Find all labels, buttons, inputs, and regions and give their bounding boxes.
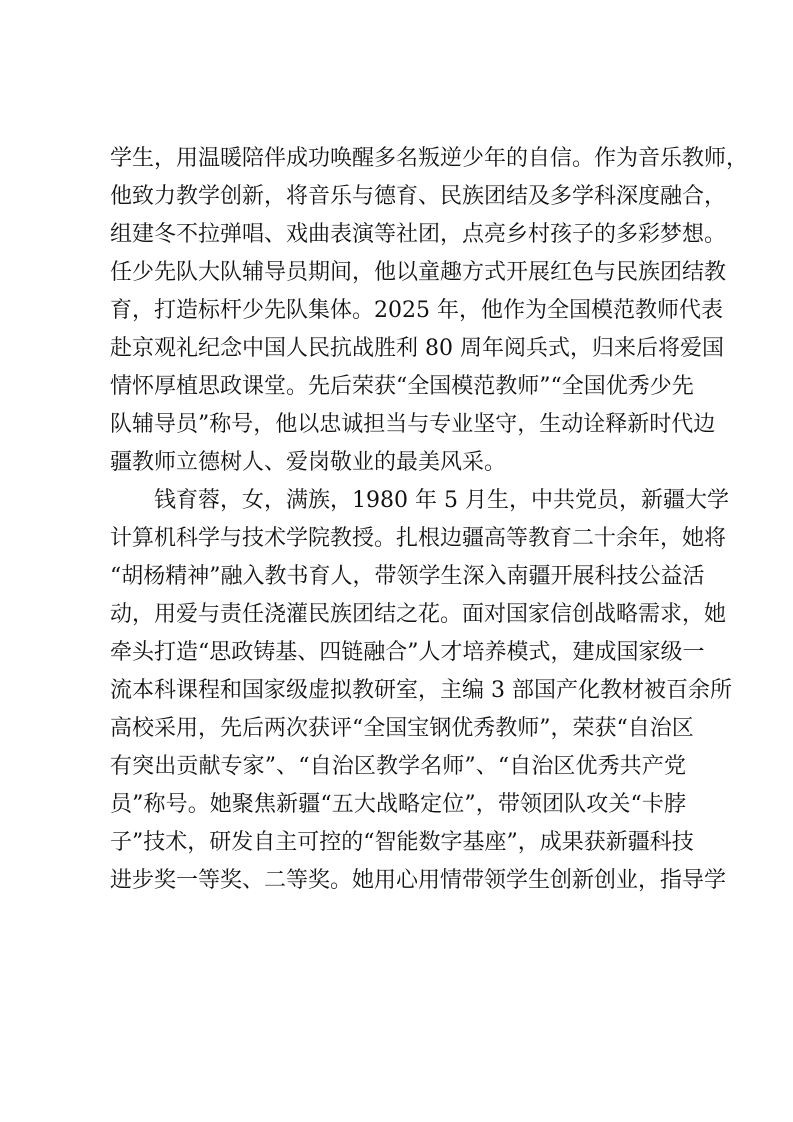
text-line: 任少先队大队辅导员期间，他以童趣方式开展红色与民族团结教 xyxy=(110,260,727,285)
text-line: 队辅导员”称号，他以忠诚担当与专业坚守，生动诠释新时代边 xyxy=(110,412,716,437)
text-line: 育，打造标杆少先队集体。2025 年，他作为全国模范教师代表 xyxy=(110,298,723,323)
text-line: 进步奖一等奖、二等奖。她用心用情带领学生创新创业，指导学 xyxy=(110,868,727,893)
paragraph-qian-yurong xyxy=(110,482,732,900)
text-line: 有突出贡献专家”、“自治区教学名师”、“自治区优秀共产党 xyxy=(110,754,686,779)
text-line: 情怀厚植思政课堂。先后荣获“全国模范教师”“全国优秀少先 xyxy=(110,374,694,399)
text-line: 子”技术，研发自主可控的“智能数字基座”，成果获新疆科技 xyxy=(110,830,694,855)
text-line: 高校采用，先后两次获评“全国宝钢优秀教师”，荣获“自治区 xyxy=(110,716,694,741)
paragraph-teacher-music xyxy=(110,140,749,482)
text-line: 组建冬不拉弹唱、戏曲表演等社团，点亮乡村孩子的多彩梦想。 xyxy=(110,222,727,247)
text-line: 钱育蓉，女，满族，1980 年 5 月生，中共党员，新疆大学 xyxy=(154,488,729,513)
text-line: 动，用爱与责任浇灌民族团结之花。面对国家信创战略需求，她 xyxy=(110,602,727,627)
text-line: 赴京观礼纪念中国人民抗战胜利 80 周年阅兵式，归来后将爱国 xyxy=(110,336,724,361)
text-line: “胡杨精神”融入教书育人，带领学生深入南疆开展科技公益活 xyxy=(110,564,705,589)
text-line: 牵头打造“思政铸基、四链融合”人才培养模式，建成国家级一 xyxy=(110,640,705,665)
text-line: 计算机科学与技术学院教授。扎根边疆高等教育二十余年，她将 xyxy=(110,526,727,551)
text-line: 疆教师立德树人、爱岗敬业的最美风采。 xyxy=(110,450,507,475)
text-line: 他致力教学创新，将音乐与德育、民族团结及多学科深度融合， xyxy=(110,184,727,209)
text-line: 员”称号。她聚焦新疆“五大战略定位”，带领团队攻关“卡脖 xyxy=(110,792,686,817)
text-line: 流本科课程和国家级虚拟教研室，主编 3 部国产化教材被百余所 xyxy=(110,678,732,703)
text-line: 学生，用温暖陪伴成功唤醒多名叛逆少年的自信。作为音乐教师， xyxy=(110,146,749,171)
document-body xyxy=(110,140,749,900)
